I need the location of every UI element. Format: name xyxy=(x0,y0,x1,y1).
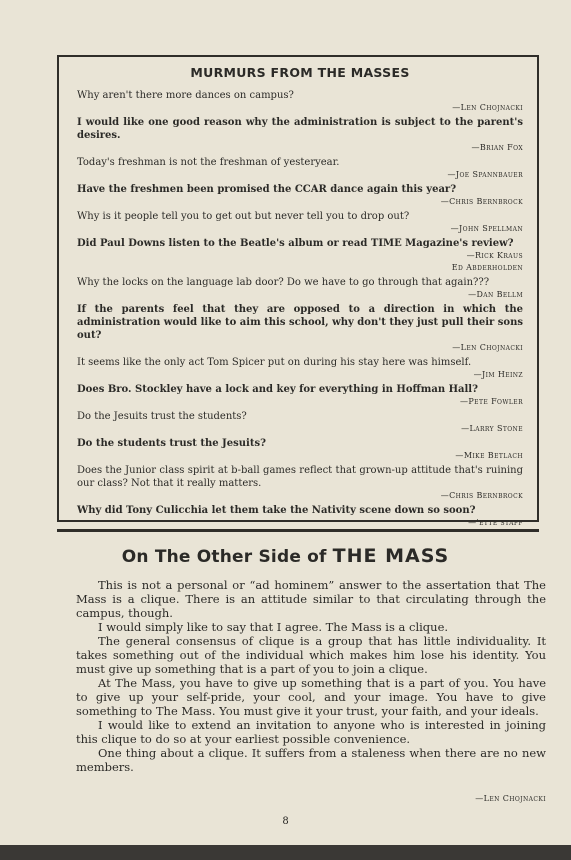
murmur-signature: —Joe Spannbauer xyxy=(447,170,523,179)
murmur-signature-second: Ed Abderholden xyxy=(451,263,523,272)
murmur-signature: —Chris Bernbrock xyxy=(440,197,523,206)
murmur-question: Does the Junior class spirit at b-ball games reflect that grown-up attitude that's ruining our class? Not that it really matters. xyxy=(77,465,523,489)
murmur-signature: —Brian Fox xyxy=(471,143,523,152)
essay-title-main: THE MASS xyxy=(332,545,450,567)
murmur-signature: —Len Chojnacki xyxy=(452,103,523,112)
murmur-signature: —'ette staff xyxy=(468,518,523,527)
essay-title-prefix: On The Other Side of xyxy=(121,547,327,567)
murmur-signature: —Rick Kraus xyxy=(466,251,523,260)
murmur-question: Today's freshman is not the freshman of yesteryear. xyxy=(77,157,340,168)
murmur-question: Do the Jesuits trust the students? xyxy=(77,411,247,422)
murmur-question: Have the freshmen been promised the CCAR dance again this year? xyxy=(77,184,457,195)
murmur-question: Why did Tony Culicchia let them take the Nativity scene down so soon? xyxy=(77,505,476,516)
essay-paragraph: The general consensus of clique is a group that has little individuality. It takes something out of the individual which makes him lose his identity. You must give up something that is a part of you to join a clique. xyxy=(76,634,546,676)
murmurs-title: MURMURS FROM THE MASSES xyxy=(190,65,410,80)
murmur-question: Why is it people tell you to get out but never tell you to drop out? xyxy=(77,211,410,222)
murmur-signature: —Pete Fowler xyxy=(459,397,523,406)
murmur-signature: —Dan Bellm xyxy=(468,290,523,299)
murmur-question: Did Paul Downs listen to the Beatle's album or read TIME Magazine's review? xyxy=(77,238,514,249)
page-number: 8 xyxy=(282,816,289,827)
murmur-signature: —Mike Betlach xyxy=(455,451,523,460)
murmur-question: Does Bro. Stockley have a lock and key for everything in Hoffman Hall? xyxy=(77,384,478,395)
essay-paragraph: At The Mass, you have to give up something that is a part of you. You have to give up your self-pride, your cool, and your image. You have to give something to The Mass. You must give it your trust, your faith, and your ideals. xyxy=(76,676,546,718)
section-divider xyxy=(57,529,539,532)
essay-signature: —Len Chojnacki xyxy=(475,794,546,803)
murmurs-box xyxy=(57,55,539,527)
murmur-signature: —Chris Bernbrock xyxy=(440,491,523,500)
essay-paragraph: I would simply like to say that I agree. The Mass is a clique. xyxy=(98,620,449,634)
murmur-question: It seems like the only act Tom Spicer put on during his stay here was himself. xyxy=(77,357,472,368)
scan-bottom-edge xyxy=(0,845,571,860)
murmur-question: Why aren't there more dances on campus? xyxy=(77,90,294,101)
essay-body xyxy=(76,578,546,774)
murmur-question: If the parents feel that they are opposed to a direction in which the administration would like to aim this school, why don't they just pull their sons out? xyxy=(77,304,523,341)
murmur-question: Do the students trust the Jesuits? xyxy=(77,438,266,449)
essay-paragraph: One thing about a clique. It suffers from a staleness when there are no new members. xyxy=(76,746,546,774)
murmur-question: I would like one good reason why the administration is subject to the parent's desires. xyxy=(77,117,523,141)
murmur-question: Why the locks on the language lab door? Do we have to go through that again??? xyxy=(77,277,490,288)
essay-title xyxy=(0,545,571,567)
essay-paragraph: I would like to extend an invitation to anyone who is interested in joining this clique to do so at your earliest possible convenience. xyxy=(76,718,546,746)
murmur-signature: —Len Chojnacki xyxy=(452,343,523,352)
murmur-signature: —Larry Stone xyxy=(461,424,523,433)
murmur-signature: —Jim Heinz xyxy=(473,370,523,379)
murmur-signature: —John Spellman xyxy=(450,224,523,233)
essay-paragraph: This is not a personal or “ad hominem” answer to the assertation that The Mass is a clique. There is an attitude similar to that circulating through the campus, though. xyxy=(76,578,546,620)
